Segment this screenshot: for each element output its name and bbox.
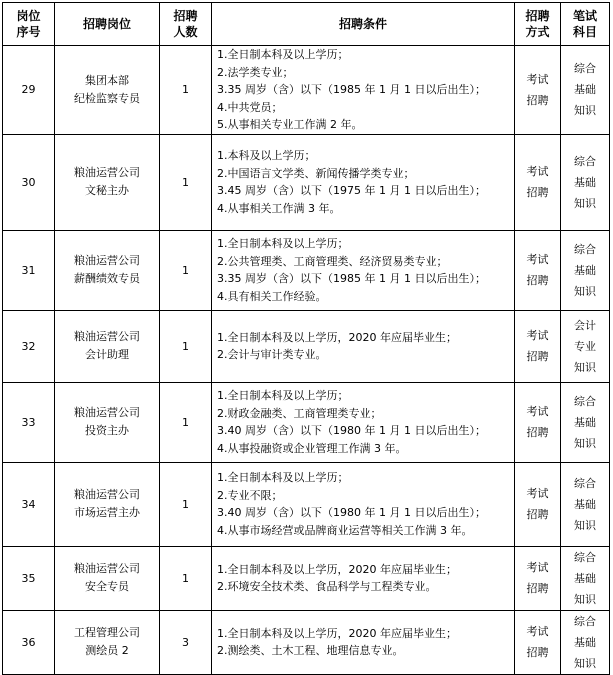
row-post (55, 382, 160, 462)
method-line: 考试 (526, 72, 549, 86)
row-method (515, 310, 561, 382)
row-method (515, 610, 561, 674)
row-seq: 29 (3, 46, 55, 135)
conditions-line: 1.全日制本科及以上学历； (217, 237, 349, 250)
post-line: 粮油运营公司 (74, 254, 140, 267)
exam-line: 综合 (574, 476, 596, 490)
table-row (3, 134, 610, 230)
conditions-line: 2.财政金融类、工商管理类专业； (217, 406, 382, 420)
header-exam: 笔试 科目 (561, 3, 610, 46)
row-seq: 31 (3, 230, 55, 310)
conditions-line: 2.测绘类、土木工程、地理信息专业。 (217, 644, 404, 657)
exam-line: 会计 (574, 318, 596, 332)
row-exam (561, 462, 610, 546)
row-method (515, 462, 561, 546)
method-line: 招聘 (526, 582, 549, 595)
row-count: 1 (160, 382, 212, 462)
method-line: 考试 (526, 487, 549, 500)
post-line: 市场运营主办 (74, 506, 140, 519)
table-row (3, 382, 610, 462)
exam-line: 知识 (574, 518, 596, 532)
row-count: 1 (160, 546, 212, 610)
exam-line: 综合 (574, 154, 596, 168)
conditions-line: 1.全日制本科及以上学历，2020 年应届毕业生； (217, 562, 457, 576)
row-seq: 35 (3, 546, 55, 610)
conditions-line: 4.具有相关工作经验。 (217, 289, 327, 303)
row-exam (561, 310, 610, 382)
conditions-line: 3.45 周岁（含）以下（1975 年 1 月 1 日以后出生）； (217, 184, 486, 197)
method-line: 招聘 (526, 646, 549, 659)
conditions-line: 3.35 周岁（含）以下（1985 年 1 月 1 日以后出生）； (217, 83, 486, 96)
method-line: 考试 (526, 329, 549, 342)
exam-line: 基础 (574, 415, 596, 429)
row-conditions (212, 230, 515, 310)
exam-line: 基础 (574, 571, 596, 585)
post-line: 薪酬绩效专员 (74, 272, 140, 285)
method-line: 招聘 (526, 186, 549, 199)
exam-line: 基础 (574, 497, 596, 511)
recruitment-table (2, 2, 610, 675)
row-method (515, 546, 561, 610)
exam-line: 基础 (574, 83, 596, 97)
table-row (3, 46, 610, 135)
header-post: 招聘岗位 (55, 3, 160, 46)
row-post (55, 546, 160, 610)
post-line: 测绘员 2 (85, 644, 129, 657)
post-line: 粮油运营公司 (74, 330, 140, 343)
conditions-line: 2.公共管理类、工商管理类、经济贸易类专业； (217, 254, 448, 268)
row-count: 3 (160, 610, 212, 674)
exam-line: 知识 (574, 284, 596, 298)
row-exam (561, 610, 610, 674)
table-row (3, 462, 610, 546)
post-line: 集团本部 (85, 73, 129, 87)
conditions-line: 4.从事市场经营或品牌商业运营等相关工作满 3 年。 (217, 523, 473, 537)
exam-line: 综合 (574, 394, 596, 408)
row-count: 1 (160, 230, 212, 310)
exam-line: 基础 (574, 635, 596, 649)
conditions-line: 5.从事相关专业工作满 2 年。 (217, 118, 363, 131)
method-line: 招聘 (526, 426, 549, 439)
exam-line: 知识 (574, 196, 596, 210)
row-method (515, 382, 561, 462)
row-exam (561, 46, 610, 135)
exam-line: 综合 (574, 62, 596, 76)
row-count: 1 (160, 46, 212, 135)
exam-line: 知识 (574, 104, 596, 118)
post-line: 投资主办 (85, 424, 129, 437)
row-method (515, 46, 561, 135)
post-line: 粮油运营公司 (74, 406, 140, 419)
conditions-line: 1.全日制本科及以上学历； (217, 389, 349, 402)
table-row (3, 546, 610, 610)
exam-line: 综合 (574, 550, 596, 564)
row-conditions (212, 546, 515, 610)
exam-line: 基础 (574, 263, 596, 277)
conditions-line: 1.本科及以上学历； (217, 149, 316, 162)
conditions-line: 1.全日制本科及以上学历，2020 年应届毕业生； (217, 626, 457, 640)
exam-line: 知识 (574, 656, 596, 670)
conditions-line: 4.中共党员； (217, 100, 283, 114)
row-seq: 34 (3, 462, 55, 546)
row-method (515, 134, 561, 230)
row-post (55, 134, 160, 230)
conditions-line: 3.35 周岁（含）以下（1985 年 1 月 1 日以后出生）； (217, 272, 486, 285)
row-exam (561, 546, 610, 610)
post-line: 文秘主办 (85, 184, 129, 197)
method-line: 招聘 (526, 274, 549, 287)
exam-line: 基础 (574, 175, 596, 189)
method-line: 招聘 (526, 93, 549, 107)
row-seq: 32 (3, 310, 55, 382)
row-conditions (212, 134, 515, 230)
table-row (3, 610, 610, 674)
exam-line: 知识 (574, 360, 596, 374)
post-line: 粮油运营公司 (74, 166, 140, 179)
row-conditions (212, 310, 515, 382)
conditions-line: 4.从事投融资或企业管理工作满 3 年。 (217, 441, 407, 455)
header-row (3, 3, 610, 46)
row-count: 1 (160, 310, 212, 382)
method-line: 考试 (526, 253, 549, 266)
row-post (55, 462, 160, 546)
row-post (55, 46, 160, 135)
row-seq: 30 (3, 134, 55, 230)
row-seq: 33 (3, 382, 55, 462)
post-line: 会计助理 (85, 348, 129, 361)
conditions-line: 2.专业不限； (217, 488, 283, 502)
row-exam (561, 134, 610, 230)
row-conditions (212, 462, 515, 546)
conditions-line: 2.中国语言文学类、新闻传播学类专业； (217, 166, 415, 180)
header-method: 招聘 方式 (515, 3, 561, 46)
conditions-line: 4.从事相关工作满 3 年。 (217, 201, 341, 215)
row-conditions (212, 610, 515, 674)
row-seq: 36 (3, 610, 55, 674)
conditions-line: 1.全日制本科及以上学历； (217, 471, 349, 484)
exam-line: 综合 (574, 614, 596, 628)
header-conditions: 招聘条件 (212, 3, 515, 46)
header-seq: 岗位 序号 (3, 3, 55, 46)
post-line: 纪检监察专员 (74, 91, 140, 105)
row-post (55, 310, 160, 382)
conditions-line: 1.全日制本科及以上学历，2020 年应届毕业生； (217, 330, 457, 344)
row-count: 1 (160, 134, 212, 230)
header-count: 招聘 人数 (160, 3, 212, 46)
method-line: 考试 (526, 625, 549, 638)
conditions-line: 3.40 周岁（含）以下（1980 年 1 月 1 日以后出生）； (217, 506, 486, 519)
conditions-line: 2.环境安全技术类、食品科学与工程类专业。 (217, 580, 437, 593)
row-method (515, 230, 561, 310)
post-line: 工程管理公司 (74, 626, 140, 639)
table-row (3, 310, 610, 382)
row-post (55, 230, 160, 310)
row-post (55, 610, 160, 674)
post-line: 粮油运营公司 (74, 488, 140, 501)
row-conditions (212, 46, 515, 135)
exam-line: 专业 (574, 339, 596, 353)
method-line: 招聘 (526, 508, 549, 521)
method-line: 考试 (526, 165, 549, 178)
row-count: 1 (160, 462, 212, 546)
exam-line: 知识 (574, 436, 596, 450)
exam-line: 综合 (574, 242, 596, 256)
exam-line: 知识 (574, 592, 596, 606)
table-row (3, 230, 610, 310)
post-line: 粮油运营公司 (74, 562, 140, 575)
conditions-line: 2.法学类专业； (217, 65, 294, 79)
row-exam (561, 382, 610, 462)
conditions-line: 1.全日制本科及以上学历； (217, 48, 349, 61)
post-line: 安全专员 (85, 580, 129, 593)
method-line: 招聘 (526, 350, 549, 363)
row-conditions (212, 382, 515, 462)
conditions-line: 2.会计与审计类专业。 (217, 348, 327, 361)
row-exam (561, 230, 610, 310)
method-line: 考试 (526, 561, 549, 574)
method-line: 考试 (526, 405, 549, 418)
conditions-line: 3.40 周岁（含）以下（1980 年 1 月 1 日以后出生）； (217, 424, 486, 437)
